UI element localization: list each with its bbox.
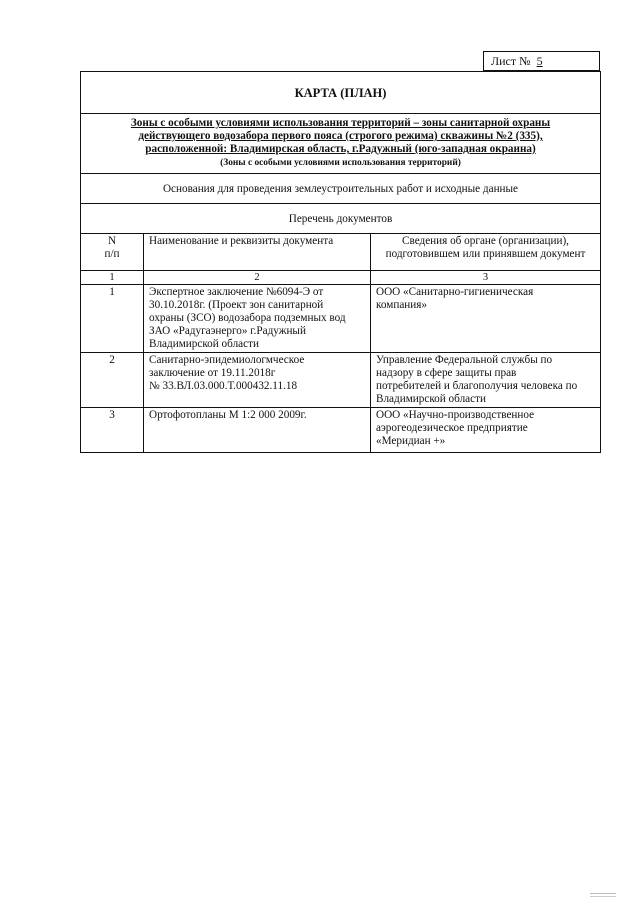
header-name-text: Наименование и реквизиты документа — [149, 235, 334, 247]
row-document-name: Экспертное заключение №6094-Э от 30.10.2018г. (Проект зон санитарной охраны (ЗСО) водозабора подземных вод ЗАО «Радугаэнерго» г.Радужный Владимирской области — [144, 285, 371, 353]
scan-artifact — [590, 893, 616, 897]
row-organization: ООО «Санитарно-гигиеническая компания» — [371, 285, 601, 353]
zone-subtitle: (Зоны с особыми условиями использования территорий) — [220, 158, 461, 168]
header-name — [144, 234, 371, 271]
documents-list-heading: Перечень документов — [81, 204, 600, 234]
table-row — [81, 408, 600, 452]
sheet-number-box — [483, 51, 600, 71]
row-organization: ООО «Научно-производственное аэрогеодезическое предприятие «Меридиан +» — [371, 408, 601, 452]
row-number: 3 — [81, 408, 144, 452]
sheet-label: Лист № — [491, 54, 531, 68]
column-number: 3 — [371, 271, 601, 285]
header-num-text: N п/п — [104, 235, 120, 260]
header-num — [81, 234, 144, 271]
sheet-number: 5 — [536, 54, 543, 68]
column-number-row — [81, 271, 600, 285]
zone-line-1: Зоны с особыми условиями использования территорий – зоны санитарной охраны — [130, 117, 551, 129]
column-number: 2 — [144, 271, 371, 285]
table-header-row — [81, 234, 600, 271]
column-number: 1 — [81, 271, 144, 285]
document-frame — [80, 71, 601, 453]
zone-line-2: действующего водозабора первого пояса (строгого режима) скважины №2 (335), — [138, 130, 543, 142]
row-number: 2 — [81, 353, 144, 408]
zone-description — [81, 114, 600, 174]
zone-line-3: расположенной: Владимирская область, г.Радужный (юго-западная окраина) — [145, 143, 536, 155]
row-organization: Управление Федеральной службы по надзору в сфере защиты прав потребителей и благополучия человека по Владимирской области — [371, 353, 601, 408]
row-document-name: Ортофотопланы М 1:2 000 2009г. — [144, 408, 371, 452]
basis-heading: Основания для проведения землеустроительных работ и исходные данные — [81, 174, 600, 204]
row-document-name: Санитарно-эпидемиологмческое заключение от 19.11.2018г № 33.ВЛ.03.000.Т.000432.11.18 — [144, 353, 371, 408]
header-org-text: Сведения об органе (организации), подготовившем или принявшем документ — [385, 235, 586, 260]
table-row — [81, 353, 600, 408]
table-row — [81, 285, 600, 353]
header-org — [371, 234, 601, 271]
map-title: КАРТА (ПЛАН) — [81, 72, 600, 114]
row-number: 1 — [81, 285, 144, 353]
documents-table — [81, 234, 600, 452]
